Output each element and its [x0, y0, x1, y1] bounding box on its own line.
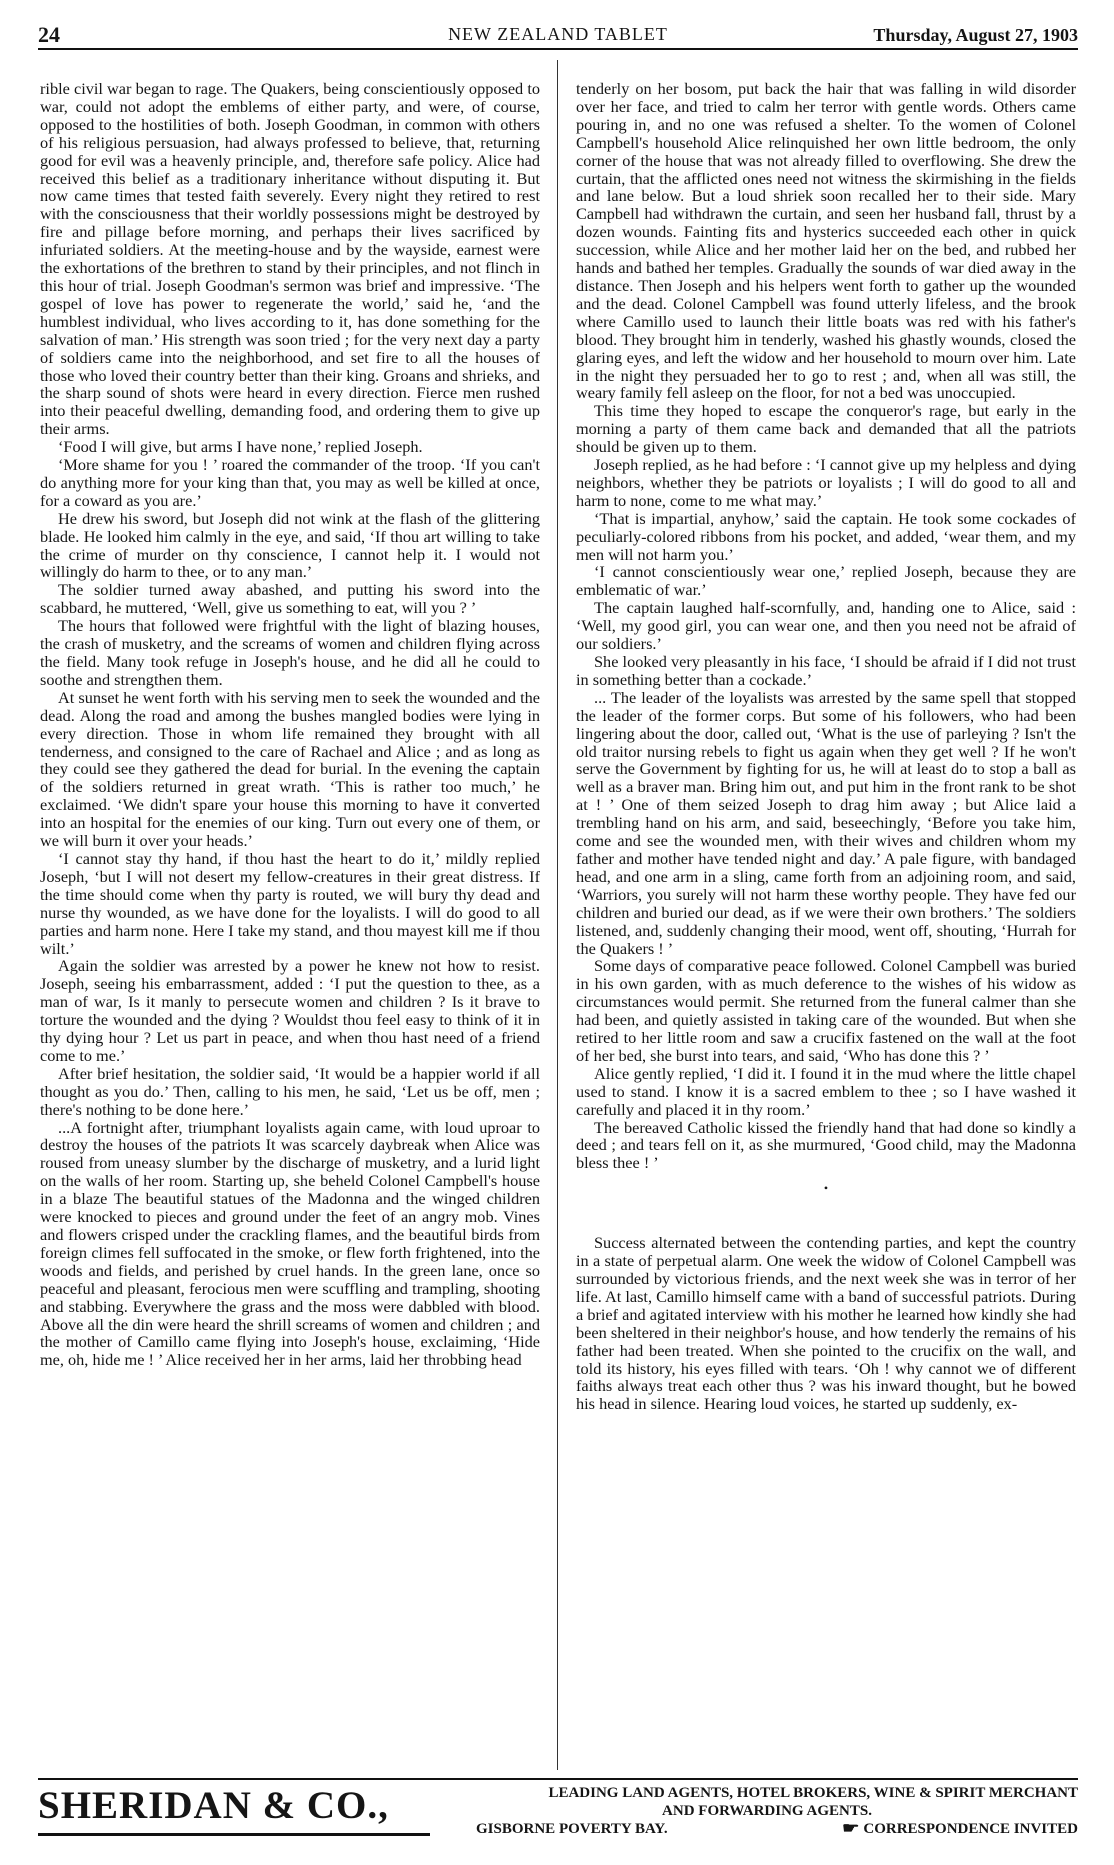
article-paragraph: ‘More shame for you ! ’ roared the commander of the troop. ‘If you can't do anything more for your king than that, you may as well be killed at once, for a coward as you are.’	[40, 455, 540, 510]
newspaper-title: NEW ZEALAND TABLET	[448, 24, 668, 44]
article-paragraph: The hours that followed were frightful with the light of blazing houses, the crash of musketry, and the screams of women and children flying across the field. Many took refuge in Joseph's house, and he did all he could to soothe and strengthen them.	[40, 616, 540, 689]
advertiser-underline	[38, 1833, 430, 1836]
correspondence-note	[841, 1820, 1078, 1838]
article-paragraph: He drew his sword, but Joseph did not wink at the flash of the glittering blade. He looked him calmly in the eye, and said, ‘If thou art willing to take the crime of murder on thy conscience, I cannot help it. I would not willingly do harm to thee, or to any man.’	[40, 508, 540, 582]
article-paragraph: Joseph replied, as he had before : ‘I cannot give up my helpless and dying neighbors, whether they be patriots or loyalists ; I will do good to all and harm to none, come to me what may.’	[576, 455, 1076, 510]
article-paragraph: ...A fortnight after, triumphant loyalists again came, with loud uproar to destroy the houses of the patriots It was scarcely daybreak when Alice was roused from uneasy slumber by the discharge of musketry, and a lurid light on the walls of her room. Starting up, she beheld Colonel Campbell's house in a blaze The beautiful statues of the Madonna and the winged children were knocked to pieces and ground under the feet of an angry mob. Vines and flowers crisped under the crackling flames, and the beautiful birds from foreign climes fell suffocated in the smoke, or flew forth frightened, into the woods and fields, and perished by cruel hands. In the green lane, once so peaceful and pleasant, ferocious men were scuffling and trampling, shooting and stabbing. Everywhere the grass and the moss were dabbled with blood. Above all the din were heard the shrill screams of women and children ; and the mother of Camillo came flying into Joseph's house, exclaiming, ‘Hide me, oh, hide me ! ’ Alice received her in her arms, laid her throbbing head	[40, 1117, 540, 1370]
article-paragraph: The soldier turned away abashed, and putting his sword into the scabbard, he muttered, ‘Well, give us something to eat, will you ? ’	[40, 580, 540, 618]
section-divider: •	[823, 1181, 829, 1196]
column-divider	[557, 60, 558, 1770]
advertisement-details	[456, 1784, 1078, 1838]
article-paragraph: Success alternated between the contending parties, and kept the country in a state of perpetual alarm. One week the widow of Colonel Campbell was surrounded by victorious friends, and the next week she was in terror of her life. At last, Camillo himself came with a band of successful patriots. During a brief and agitated interview with his mother he learned how kindly she had been sheltered in their neighbor's house, and how tenderly the remains of his father had been treated. When she pointed to the crucifix on the wall, and told its history, his eyes filled with tears. ‘Oh ! why cannot we of different faiths always treat each other thus ? was his inward thought, but he bowed his head in silence. Hearing loud voices, he started up suddenly, ex-	[576, 1233, 1076, 1414]
article-paragraph: Some days of comparative peace followed. Colonel Campbell was buried in his own garden, with as much deference to the wishes of his widow as circumstances would permit. She returned from the funeral calmer than she had been, and quietly assisted in taking care of the wounded. But when she retired to her little room and saw a crucifix fastened on the wall at the foot of her bed, she burst into tears, and said, ‘Who has done this ? ’	[576, 956, 1076, 1065]
article-paragraph: She looked very pleasantly in his face, ‘I should be afraid if I did not trust in something better than a cockade.’	[576, 652, 1076, 689]
article-paragraph: Again the soldier was arrested by a power he knew not how to resist. Joseph, seeing his embarrassment, added : ‘I put the question to thee, as a man of war, Is it manly to persecute women and children ? Is it brave to torture the wounded and the dying ? Wouldst thou feel easy to think of it in thy dying hour ? Let us part in peace, and when thou hast need of a friend come to me.’	[40, 956, 540, 1065]
article-paragraph: The bereaved Catholic kissed the friendly hand that had done so kindly a deed ; and tears fell on it, as she murmured, ‘Good child, may the Madonna bless thee ! ’	[576, 1117, 1076, 1173]
section-gap	[576, 1206, 1076, 1234]
advertisement-services-cont: AND FORWARDING AGENTS.	[662, 1803, 872, 1819]
article-paragraph: ‘I cannot stay thy hand, if thou hast the heart to do it,’ mildly replied Joseph, ‘but I will not desert my fellow-creatures in their great distress. If the time should come when thy party is routed, we will bury thy dead and nurse thy wounded, as we have done for the loyalists. I will do good to all parties and harm none. Here I take my stand, and thou mayest kill me if thou wilt.’	[40, 848, 540, 958]
article-paragraph: At sunset he went forth with his serving men to seek the wounded and the dead. Along the road and among the bushes mangled bodies were lying in every direction. Those in whom life remained they brought with all tenderness, and consigned to the care of Rachael and Alice ; and as long as they could see they gathered the dead for burial. In the evening the captain of the soldiers returned in great wrath. ‘This is rather too much,’ he exclaimed. ‘We didn't spare your house this morning to have it converted into an hospital for the enemies of our king. Turn out every one of them, or we will burn it over your heads.’	[40, 687, 540, 851]
article-paragraph: ... The leader of the loyalists was arrested by the same spell that stopped the leader of the former corps. But some of his followers, who had been lingering about the door, called out, ‘What is the use of parleying ? Isn't the old traitor nursing rebels to fight us again when they get well ? If he won't serve the Government by fighting for us, he will at least do to stop a ball as well as a braver man. Bring him out, and put him in the front rank to be shot at ! ’ One of them seized Joseph to drag him away ; but Alice laid a trembling hand on his arm, and said, beseechingly, ‘Before you take him, come and see the wounded men, with their wives and children whom my father and mother have tended night and day.’ A pale figure, with bandaged head, and one arm in a sling, came forth from an adjoining room, and said, ‘Warriors, you surely will not harm these worthy people. They have fed our children and buried our dead, as if we were their own brothers.’ The soldiers listened, and, suddenly changing their mood, went off, shouting, ‘Hurrah for the Quakers ! ’	[576, 687, 1076, 958]
advertisement-services: LEADING LAND AGENTS, HOTEL BROKERS, WINE & SPIRIT MERCHANT	[548, 1785, 1078, 1801]
advertisement-footer-line	[456, 1820, 1078, 1838]
article-paragraph: ‘Food I will give, but arms I have none,’ replied Joseph.	[58, 437, 423, 457]
issue-date: Thursday, August 27, 1903	[873, 25, 1078, 45]
advertiser-location: GISBORNE POVERTY BAY.	[476, 1821, 668, 1837]
article-paragraph: The captain laughed half-scornfully, and, handing one to Alice, said : ‘Well, my good girl, you can wear one, and then you need not be afraid of our soldiers.’	[576, 598, 1076, 654]
article-paragraph: ‘That is impartial, anyhow,’ said the captain. He took some cockades of peculiarly-colored ribbons from his pocket, and added, ‘wear them, and my men will not harm you.’	[576, 508, 1076, 564]
advertiser-name: SHERIDAN & CO.,	[38, 1784, 389, 1827]
article-paragraph: tenderly on her bosom, put back the hair that was falling in wild disorder over her face, and tried to calm her terror with gentle words. Others came pouring in, and no one was refused a shelter. To the women of Colonel Campbell's household Alice relinquished her own little bedroom, the only corner of the house that was not already filled to overflowing. She drew the curtain, that the afflicted ones need not witness the skirmishing in the fields and lane below. But a loud shriek soon recalled her to their side. Mary Campbell had withdrawn the curtain, and seen her husband fall, thrust by a dozen wounds. Fainting fits and hysterics succeeded each other in quick succession, while Alice and her mother laid her on the bed, and rubbed her hands and bathed her temples. Gradually the sounds of war died away in the distance. Then Joseph and his helpers went forth to gather up the wounded and the dead. Colonel Campbell was found utterly lifeless, and the brook where Camillo used to launch their little boats was red with his father's blood. They brought him in tenderly, washed his ghastly wounds, closed the glaring eyes, and left the widow and her household to mourn over him. Late in the night they persuaded her to go to rest ; and, when all was still, the weary family fell asleep on the floor, for not a bed was unoccupied.	[576, 80, 1076, 403]
page-number: 24	[38, 22, 60, 47]
article-paragraph: After brief hesitation, the soldier said, ‘It would be a happier world if all thought as you do.’ Then, calling to his men, he said, ‘Let us be off, men ; there's nothing to be done here.’	[40, 1063, 540, 1119]
header-rule	[38, 48, 1078, 50]
article-paragraph: ‘I cannot conscientiously wear one,’ replied Joseph, because they are emblematic of war.’	[576, 562, 1076, 600]
pointing-hand-icon: ☛	[841, 1821, 860, 1837]
article-paragraph: Alice gently replied, ‘I did it. I found it in the mud where the little chapel used to stand. I know it is a sacred emblem to thee ; so I have washed it carefully and placed it in thy room.’	[576, 1063, 1076, 1119]
right-column	[576, 80, 1076, 1770]
footer-rule	[38, 1778, 1078, 1780]
left-column	[40, 80, 540, 1770]
correspondence-text: CORRESPONDENCE INVITED	[863, 1821, 1078, 1837]
article-paragraph: This time they hoped to escape the conqueror's rage, but early in the morning a party of them came back and demanded that all the patriots should be given up to them.	[576, 401, 1076, 457]
article-paragraph: rible civil war began to rage. The Quakers, being conscientiously opposed to war, could not adopt the emblems of either party, and were, of course, opposed to the hostilities of both. Joseph Goodman, in common with others of his religious persuasion, had always professed to believe, that, returning good for evil was a heavenly principle, and, therefore safe policy. Alice had received this belief as a traditionary inheritance without disputing it. But now came times that tested faith severely. Every night they retired to rest with the consciousness that their worldly possessions might be destroyed by fire and pillage before morning, and perhaps their lives sacrificed by infuriated soldiers. At the meeting-house and by the wayside, earnest were the exhortations of the brethren to stand by their principles, and not flinch in this hour of trial. Joseph Goodman's sermon was brief and impressive. ‘The gospel of love has power to regenerate the world,’ said he, ‘and the humblest individual, who lives according to it, has done something for the salvation of man.’ His strength was soon tried ; for the very next day a party of soldiers came into the neighborhood, and set fire to all the houses of those who loved their country better than their king. Groans and shrieks, and the sharp sound of shots were heard in every direction. Fierce men rushed into their peaceful dwelling, demanding food, and ordering them to give up their arms.	[40, 80, 540, 439]
